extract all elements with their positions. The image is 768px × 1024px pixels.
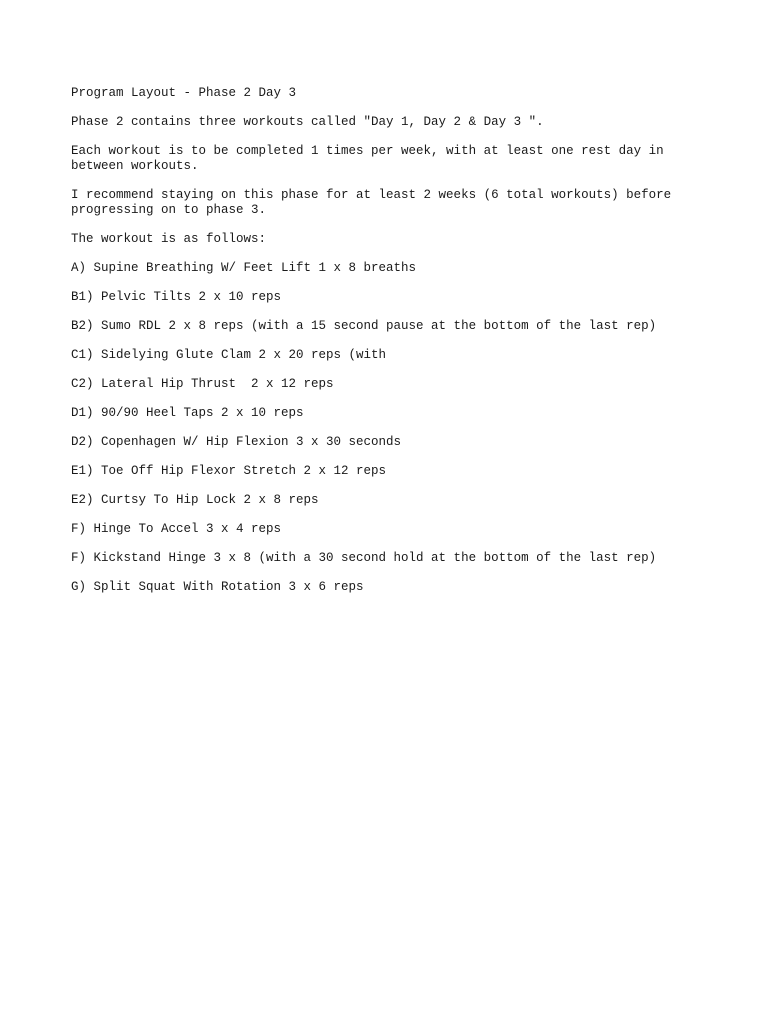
- exercise-item: G) Split Squat With Rotation 3 x 6 reps: [71, 580, 364, 594]
- document-body: [71, 86, 701, 609]
- exercise-item: E1) Toe Off Hip Flexor Stretch 2 x 12 reps: [71, 464, 387, 478]
- exercise-item: F) Hinge To Accel 3 x 4 reps: [71, 522, 282, 536]
- exercise-item: C1) Sidelying Glute Clam 2 x 20 reps (with: [71, 348, 387, 362]
- exercise-item: B1) Pelvic Tilts 2 x 10 reps: [71, 290, 282, 304]
- frequency-paragraph: Each workout is to be completed 1 times per week, with at least one rest day in between workouts.: [71, 144, 664, 173]
- exercise-item: D2) Copenhagen W/ Hip Flexion 3 x 30 seconds: [71, 435, 402, 449]
- intro-paragraph: Phase 2 contains three workouts called "Day 1, Day 2 & Day 3 ".: [71, 115, 544, 129]
- document-title: Program Layout - Phase 2 Day 3: [71, 86, 297, 100]
- exercise-item: F) Kickstand Hinge 3 x 8 (with a 30 second hold at the bottom of the last rep): [71, 551, 657, 565]
- exercise-item: E2) Curtsy To Hip Lock 2 x 8 reps: [71, 493, 319, 507]
- exercise-item: A) Supine Breathing W/ Feet Lift 1 x 8 breaths: [71, 261, 417, 275]
- exercise-item: D1) 90/90 Heel Taps 2 x 10 reps: [71, 406, 304, 420]
- duration-paragraph: I recommend staying on this phase for at least 2 weeks (6 total workouts) before progressing on to phase 3.: [71, 188, 672, 217]
- workout-heading: The workout is as follows:: [71, 232, 267, 246]
- exercise-item: B2) Sumo RDL 2 x 8 reps (with a 15 second pause at the bottom of the last rep): [71, 319, 657, 333]
- exercise-item: C2) Lateral Hip Thrust 2 x 12 reps: [71, 377, 334, 391]
